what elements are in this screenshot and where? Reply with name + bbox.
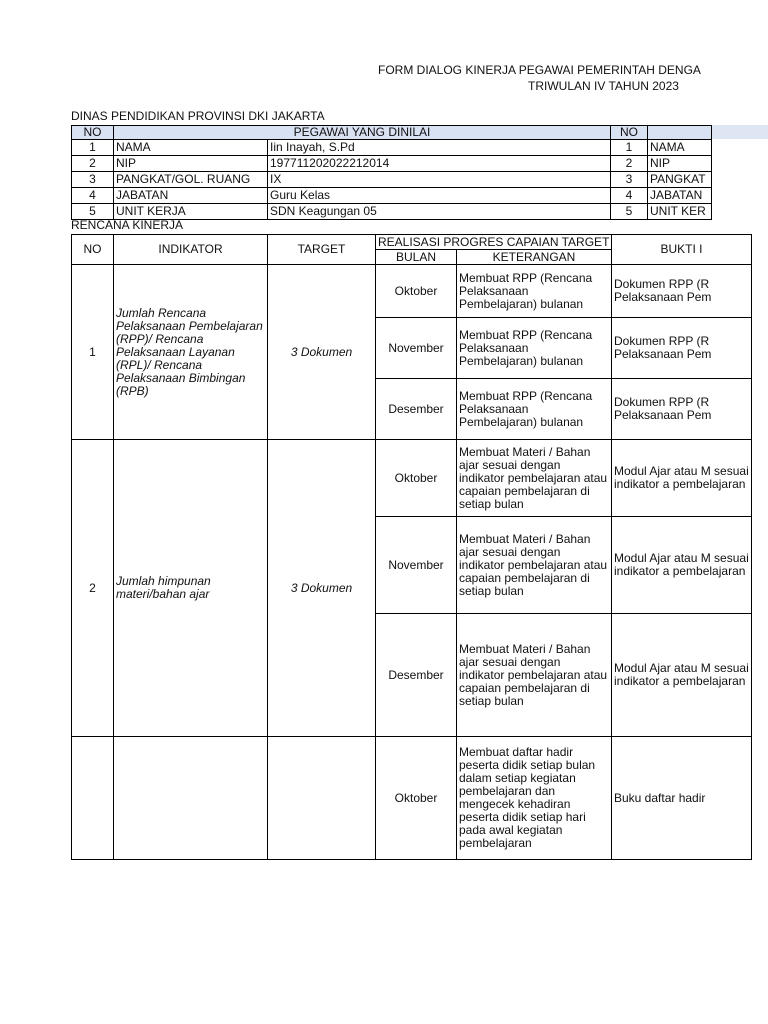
keterangan-cell: Membuat daftar hadir peserta didik setiap bulan dalam setiap kegiatan pembelajaran dan mengecek kehadiran peserta didik setiap hari pada awal kegiatan pembelajaran bbox=[457, 737, 612, 860]
rencana-table bbox=[71, 234, 752, 860]
row-no-right: 2 bbox=[611, 156, 648, 172]
section-title: RENCANA KINERJA bbox=[71, 218, 184, 232]
row-highlight-strip bbox=[705, 125, 768, 139]
row-no: 1 bbox=[72, 140, 114, 156]
form-subtitle: TRIWULAN IV TAHUN 2023 bbox=[528, 79, 679, 93]
col-bukti: BUKTI I bbox=[612, 235, 752, 265]
month-cell: Oktober bbox=[376, 440, 457, 517]
row-value: Iin Inayah, S.Pd bbox=[268, 140, 611, 156]
col-realisasi: REALISASI PROGRES CAPAIAN TARGET bbox=[376, 235, 612, 250]
agency-name: DINAS PENDIDIKAN PROVINSI DKI JAKARTA bbox=[71, 109, 325, 123]
form-title: FORM DIALOG KINERJA PEGAWAI PEMERINTAH DENGA bbox=[378, 63, 701, 77]
keterangan-cell: Membuat RPP (Rencana Pelaksanaan Pembelajaran) bulanan bbox=[457, 318, 612, 379]
month-cell: Desember bbox=[376, 614, 457, 737]
row-no-right: 5 bbox=[611, 204, 648, 220]
month-cell: November bbox=[376, 318, 457, 379]
bukti-cell: Dokumen RPP (R Pelaksanaan Pem bbox=[612, 318, 752, 379]
col-keterangan: KETERANGAN bbox=[457, 250, 612, 265]
row-value: SDN Keagungan 05 bbox=[268, 204, 611, 220]
indicator-no: 1 bbox=[72, 265, 114, 440]
col-indikator: INDIKATOR bbox=[114, 235, 268, 265]
bukti-cell: Dokumen RPP (R Pelaksanaan Pem bbox=[612, 265, 752, 318]
indicator-target: 3 Dokumen bbox=[268, 440, 376, 737]
table-row bbox=[72, 737, 752, 860]
keterangan-cell: Membuat RPP (Rencana Pelaksanaan Pembelajaran) bulanan bbox=[457, 265, 612, 318]
bukti-cell: Modul Ajar atau M sesuai indikator a pembelajaran bbox=[612, 517, 752, 614]
row-value: Guru Kelas bbox=[268, 188, 611, 204]
row-no-right: 4 bbox=[611, 188, 648, 204]
row-no: 2 bbox=[72, 156, 114, 172]
employee-row bbox=[72, 172, 712, 188]
row-label-right: PANGKAT bbox=[648, 172, 712, 188]
row-no: 3 bbox=[72, 172, 114, 188]
month-cell: November bbox=[376, 517, 457, 614]
indicator-target bbox=[268, 737, 376, 860]
employee-row bbox=[72, 156, 712, 172]
employee-table bbox=[71, 125, 712, 220]
month-cell: Oktober bbox=[376, 737, 457, 860]
employee-row bbox=[72, 140, 712, 156]
row-label-right: NAMA bbox=[648, 140, 712, 156]
row-label: UNIT KERJA bbox=[114, 204, 268, 220]
row-no-right: 3 bbox=[611, 172, 648, 188]
month-cell: Oktober bbox=[376, 265, 457, 318]
row-label-right: JABATAN bbox=[648, 188, 712, 204]
row-no-right: 1 bbox=[611, 140, 648, 156]
bukti-cell: Modul Ajar atau M sesuai indikator a pembelajaran bbox=[612, 440, 752, 517]
row-label: NIP bbox=[114, 156, 268, 172]
row-value: IX bbox=[268, 172, 611, 188]
month-cell: Desember bbox=[376, 379, 457, 440]
indicator-text bbox=[114, 737, 268, 860]
keterangan-cell: Membuat Materi / Bahan ajar sesuai dengan indikator pembelajaran atau capaian pembelajaran di setiap bulan bbox=[457, 614, 612, 737]
keterangan-cell: Membuat Materi / Bahan ajar sesuai dengan indikator pembelajaran atau capaian pembelajaran di setiap bulan bbox=[457, 517, 612, 614]
bukti-cell: Modul Ajar atau M sesuai indikator a pembelajaran bbox=[612, 614, 752, 737]
bukti-cell: Buku daftar hadir bbox=[612, 737, 752, 860]
row-label-right: NIP bbox=[648, 156, 712, 172]
bukti-cell: Dokumen RPP (R Pelaksanaan Pem bbox=[612, 379, 752, 440]
row-no: 5 bbox=[72, 204, 114, 220]
indicator-target: 3 Dokumen bbox=[268, 265, 376, 440]
indicator-no: 2 bbox=[72, 440, 114, 737]
row-label: PANGKAT/GOL. RUANG bbox=[114, 172, 268, 188]
row-label-right: UNIT KER bbox=[648, 204, 712, 220]
col-target: TARGET bbox=[268, 235, 376, 265]
col-right-blank bbox=[648, 126, 712, 140]
col-no-right: NO bbox=[611, 126, 648, 140]
table-row bbox=[72, 440, 752, 517]
employee-row bbox=[72, 188, 712, 204]
row-label: JABATAN bbox=[114, 188, 268, 204]
keterangan-cell: Membuat RPP (Rencana Pelaksanaan Pembelajaran) bulanan bbox=[457, 379, 612, 440]
indicator-no bbox=[72, 737, 114, 860]
col-no: NO bbox=[72, 235, 114, 265]
col-no: NO bbox=[72, 126, 114, 140]
col-assessed: PEGAWAI YANG DINILAI bbox=[114, 126, 611, 140]
table-row bbox=[72, 265, 752, 318]
col-bulan: BULAN bbox=[376, 250, 457, 265]
keterangan-cell: Membuat Materi / Bahan ajar sesuai dengan indikator pembelajaran atau capaian pembelajaran di setiap bulan bbox=[457, 440, 612, 517]
row-value: 197711202022212014 bbox=[268, 156, 611, 172]
row-label: NAMA bbox=[114, 140, 268, 156]
indicator-text: Jumlah Rencana Pelaksanaan Pembelajaran (RPP)/ Rencana Pelaksanaan Layanan (RPL)/ Rencana Pelaksanaan Bimbingan (RPB) bbox=[114, 265, 268, 440]
row-no: 4 bbox=[72, 188, 114, 204]
indicator-text: Jumlah himpunan materi/bahan ajar bbox=[114, 440, 268, 737]
